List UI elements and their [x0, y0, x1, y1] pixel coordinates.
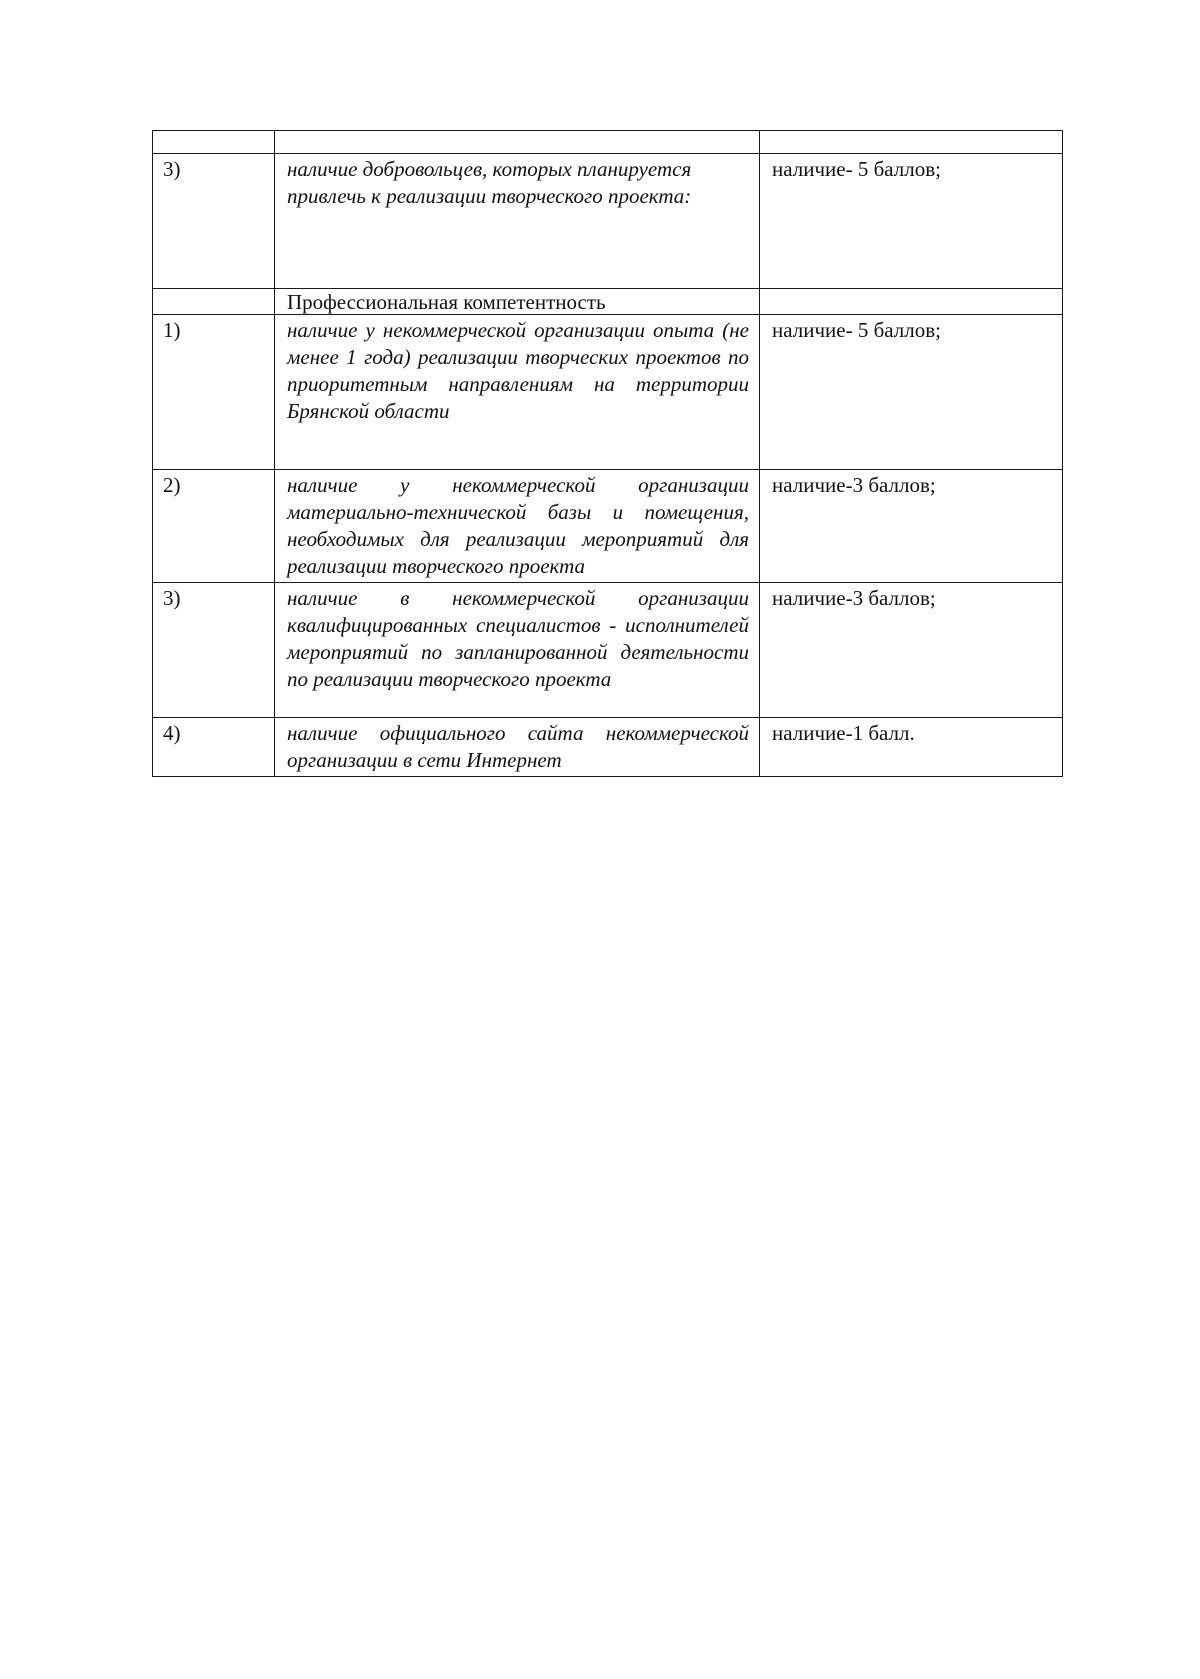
table-row: [153, 583, 1063, 718]
row-number: 4): [153, 718, 275, 777]
criterion-text: наличие у некоммерческой организации опыта (не менее 1 года) реализации творческих проектов по приоритетным направлениям на территории Брянской области: [275, 315, 760, 470]
row-number: 1): [153, 315, 275, 470]
criterion-text: наличие официального сайта некоммерческой организации в сети Интернет: [275, 718, 760, 777]
score-text: наличие-3 баллов;: [760, 470, 1063, 583]
score-text: [760, 289, 1063, 315]
row-number: 3): [153, 583, 275, 718]
score-text: наличие-3 баллов;: [760, 583, 1063, 718]
score-text: наличие- 5 баллов;: [760, 154, 1063, 289]
row-number: 3): [153, 154, 275, 289]
score-text: наличие-1 балл.: [760, 718, 1063, 777]
criterion-text: наличие в некоммерческой организации квалифицированных специалистов - исполнителей мероприятий по запланированной деятельности по реализации творческого проекта: [275, 583, 760, 718]
section-title: Профессиональная компетентность: [275, 289, 760, 315]
criterion-text: наличие у некоммерческой организации материально-технической базы и помещения, необходимых для реализации мероприятий для реализации творческого проекта: [275, 470, 760, 583]
row-number: [153, 131, 275, 154]
row-number: [153, 289, 275, 315]
table-row: [153, 718, 1063, 777]
table-row: [153, 470, 1063, 583]
criteria-table: [152, 130, 1063, 777]
criterion-text: наличие добровольцев, которых планируется привлечь к реализации творческого проекта:: [275, 154, 760, 289]
table-row: [153, 154, 1063, 289]
score-text: наличие- 5 баллов;: [760, 315, 1063, 470]
row-number: 2): [153, 470, 275, 583]
criterion-text: [275, 131, 760, 154]
score-text: [760, 131, 1063, 154]
table-row: [153, 131, 1063, 154]
table-row: [153, 315, 1063, 470]
table-row: [153, 289, 1063, 315]
